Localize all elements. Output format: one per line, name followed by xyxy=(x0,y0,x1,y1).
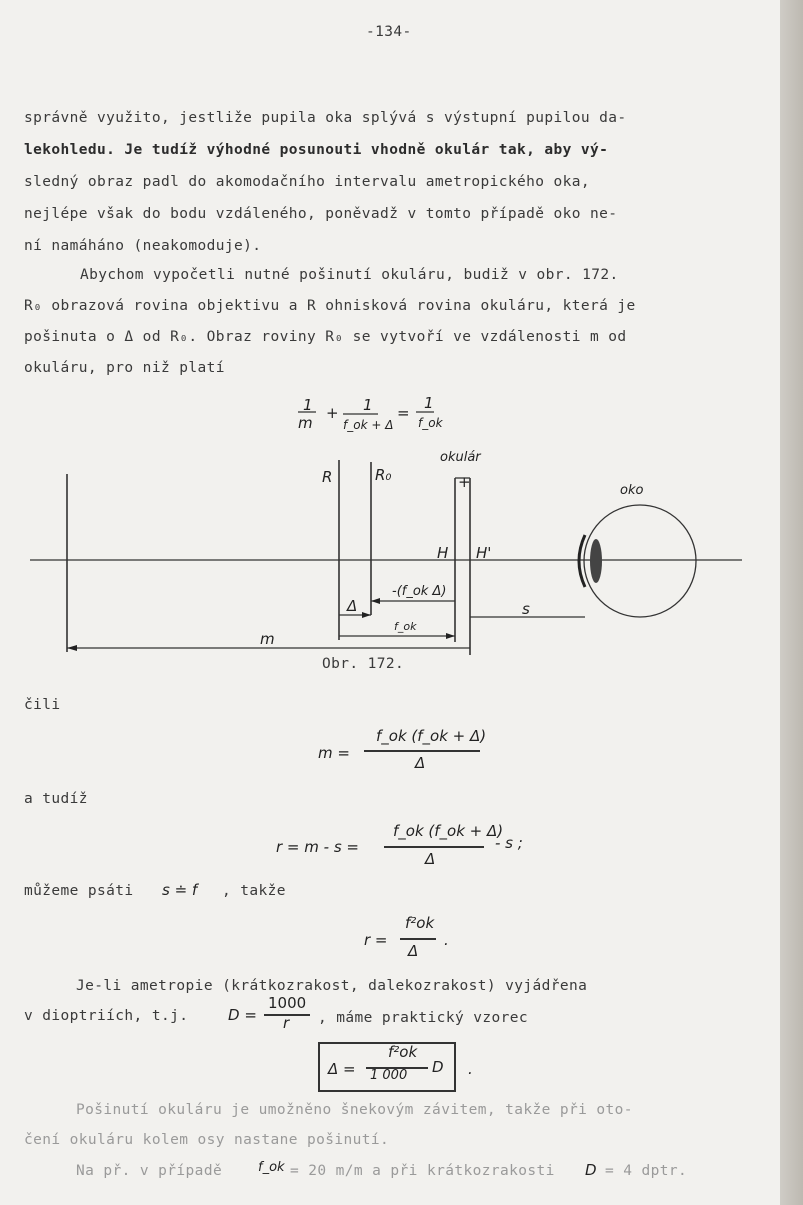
text-ametropie-2: v dioptriích, t.j. xyxy=(24,1008,189,1024)
text-ametropie-1: Je-li ametropie (krátkozrakost, dalekozrakost) vyjádřena xyxy=(76,978,588,994)
boxed-tail: D xyxy=(432,1058,444,1076)
label-Hp: H' xyxy=(476,544,492,562)
f2-bar xyxy=(364,750,480,752)
footer-3b: = 20 m/m a při krátkozrakosti xyxy=(290,1163,555,1179)
text-line-4: nejlépe však do bodu vzdáleného, poněvadž v tomto případě oko ne- xyxy=(24,206,618,222)
f2-num: f_ok (f_ok + Δ) xyxy=(376,727,487,745)
label-neg: -(f_ok Δ) xyxy=(392,584,447,599)
f1-num-a: 1 xyxy=(303,396,313,414)
f3-den: Δ xyxy=(425,850,436,868)
text-muzeme: můžeme psáti xyxy=(24,883,134,899)
muzeme-expr: s ≐ f xyxy=(162,881,198,899)
f1-num-c: 1 xyxy=(424,394,434,412)
text-line-3: sledný obraz padl do akomodačního intervalu ametropického oka, xyxy=(24,174,591,190)
f4-lhs: r = xyxy=(364,931,388,949)
footer-3-fok: f_ok xyxy=(258,1160,285,1175)
text-ametropie-3: , máme praktický vzorec xyxy=(318,1010,528,1026)
f1-eq: = xyxy=(397,404,410,422)
label-plus: + xyxy=(458,473,471,491)
dioptrie-den: r xyxy=(283,1014,290,1032)
boxed-num: f²ok xyxy=(388,1043,418,1061)
f2-lhs: m = xyxy=(318,744,350,762)
footer-3c: = 4 dptr. xyxy=(605,1163,688,1179)
f1-den-m: m xyxy=(298,414,313,432)
text-line-8: pošinuta o Δ od R₀. Obraz roviny R₀ se vytvoří ve vzdálenosti m od xyxy=(24,329,627,345)
eye-lens xyxy=(590,539,602,583)
text-line-2: lekohledu. Je tudíž výhodné posunouti vhodně okulár tak, aby vý- xyxy=(24,142,609,158)
footer-line-2: čení okuláru kolem osy nastane pošinutí. xyxy=(24,1132,390,1148)
label-s: s xyxy=(522,600,530,618)
f4-bar xyxy=(400,938,436,940)
f3-tail: - s ; xyxy=(495,834,523,852)
label-delta: Δ xyxy=(347,597,358,615)
page-number: -134- xyxy=(366,24,412,40)
text-line-6: Abychom vypočetli nutné pošinutí okuláru, budiž v obr. 172. xyxy=(80,267,619,283)
label-H: H xyxy=(437,544,449,562)
muzeme-tail: , takže xyxy=(222,883,286,899)
label-oko: oko xyxy=(620,483,644,498)
f3-bar xyxy=(384,846,484,848)
text-line-1: správně využito, jestliže pupila oka splývá s výstupní pupilou da- xyxy=(24,110,627,126)
text-line-5: ní namáháno (neakomoduje). xyxy=(24,238,262,254)
text-line-7: R₀ obrazová rovina objektivu a R ohnisková rovina okuláru, která je xyxy=(24,298,636,314)
f4-den: Δ xyxy=(408,942,419,960)
boxed-lhs: Δ = xyxy=(328,1060,356,1078)
text-cili: čili xyxy=(24,697,61,713)
f1-plus: + xyxy=(326,404,339,422)
boxed-den: 1 000 xyxy=(370,1068,408,1083)
f1-den-sum: f_ok + Δ xyxy=(343,418,394,432)
label-R: R xyxy=(322,468,333,486)
dioptrie-num: 1000 xyxy=(268,994,307,1012)
label-R0: R₀ xyxy=(375,466,392,484)
boxed-dot: . xyxy=(468,1060,473,1078)
f1-den-fok: f_ok xyxy=(418,416,443,430)
text-a-tudiz: a tudíž xyxy=(24,791,88,807)
footer-3-D: D xyxy=(585,1161,597,1179)
f3-num: f_ok (f_ok + Δ) xyxy=(393,822,504,840)
f4-tail: . xyxy=(444,931,449,949)
footer-line-1: Pošinutí okuláru je umožněno šnekovým závitem, takže při oto- xyxy=(76,1102,633,1118)
figure-caption: Obr. 172. xyxy=(322,656,405,672)
label-okular: okulár xyxy=(440,450,481,465)
f4-num: f²ok xyxy=(405,914,435,932)
label-fok: f_ok xyxy=(394,620,417,633)
f3-lhs: r = m - s = xyxy=(276,838,359,856)
text-line-9: okuláru, pro niž platí xyxy=(24,360,225,376)
footer-3a: Na př. v případě xyxy=(76,1163,223,1179)
f1-num-b: 1 xyxy=(363,396,373,414)
f2-den: Δ xyxy=(415,754,426,772)
dioptrie-lhs: D = xyxy=(228,1006,257,1024)
label-m: m xyxy=(260,630,275,648)
